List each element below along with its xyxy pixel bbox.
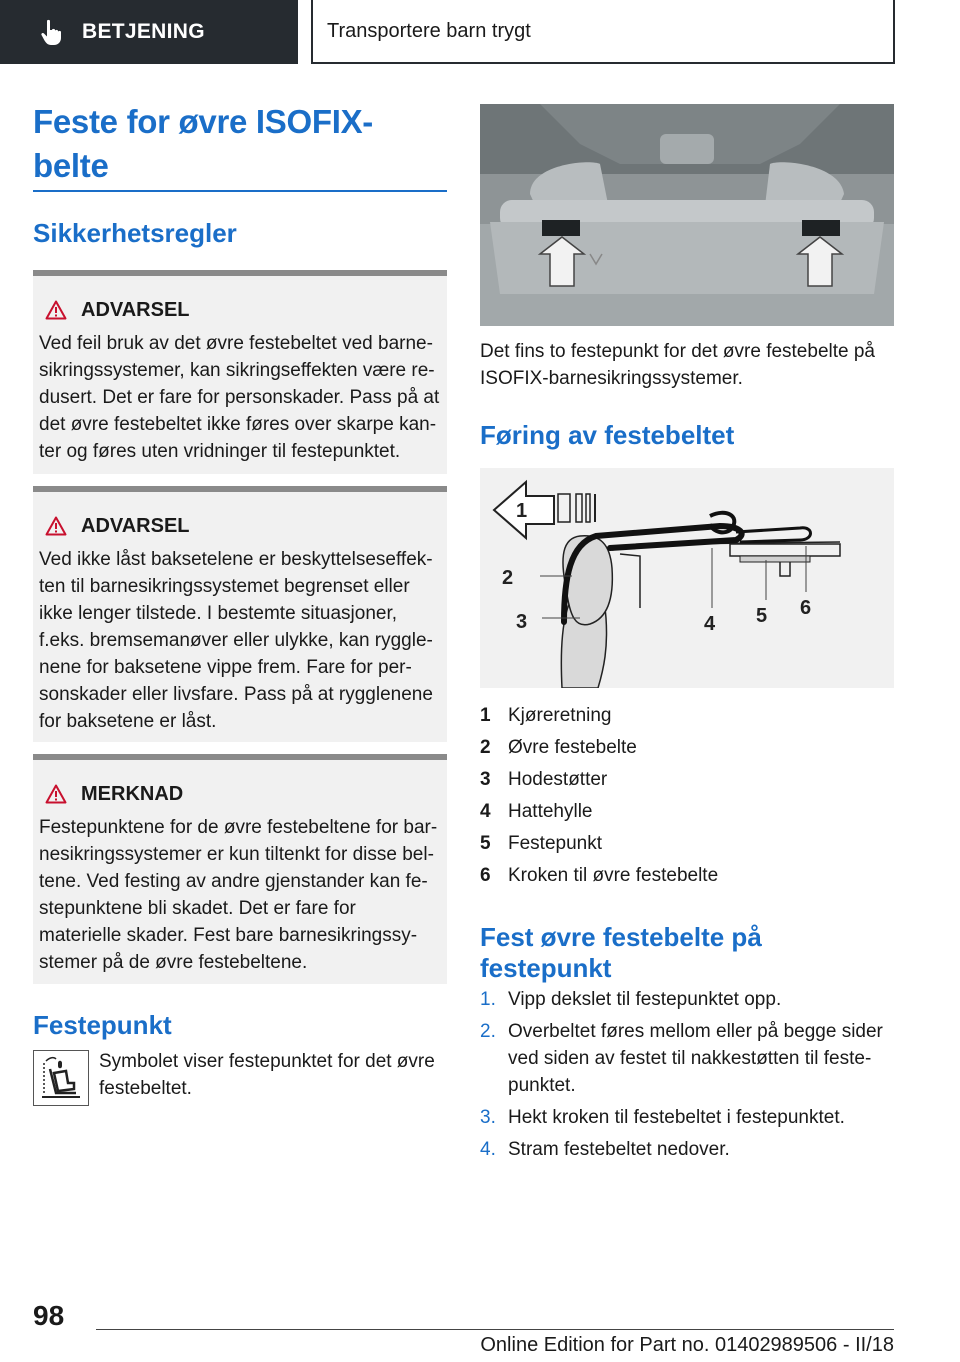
legend-item [480, 828, 894, 860]
festepunkt-row [33, 1048, 447, 1106]
text-line: det øvre festebeltet ikke føres over skarpe kan- [39, 414, 437, 435]
text-line: ter og føres uten vridninger til festepunktet. [39, 441, 401, 462]
legend-number: 5 [480, 833, 491, 854]
strap-routing-diagram [480, 468, 894, 688]
legend-number: 2 [480, 737, 491, 758]
diagram-label-6: 6 [800, 597, 812, 619]
page-number: 98 [33, 1300, 65, 1331]
text-line: Hekt kroken til festebeltet i festepunktet. [508, 1107, 845, 1128]
text-line: ten til barnesikringssystemet begrenset eller [39, 576, 410, 597]
warning-label: ADVARSEL [81, 298, 190, 321]
footer-rule [96, 1329, 894, 1330]
warning-box-2 [33, 486, 447, 742]
text-line: Overbeltet føres mellom eller på begge sider [508, 1021, 883, 1042]
text-line: for baksetene er låst. [39, 711, 217, 732]
legend-number: 3 [480, 769, 491, 790]
legend-item [480, 860, 894, 892]
notice-text [39, 814, 447, 976]
hand-pointer-icon [38, 18, 66, 46]
legend-number: 1 [480, 705, 491, 726]
text-line: tene. Ved festing av andre gjenstander kan fe- [39, 871, 428, 892]
festepunkt-heading: Festepunkt [33, 1010, 172, 1040]
notice-box [33, 754, 447, 984]
legend-number: 6 [480, 865, 491, 886]
diagram-legend [480, 700, 894, 892]
text-line: dusert. Det er fare for personskader. Pass på at [39, 387, 440, 408]
legend-text: Kjøreretning [508, 705, 612, 726]
legend-item [480, 700, 894, 732]
diagram-label-2: 2 [502, 567, 514, 589]
rear-seat-photo [480, 104, 894, 326]
step-item [480, 1018, 894, 1099]
legend-text: Øvre festebelte [508, 737, 637, 758]
text-line: ikke lenger tilstede. I bestemte situasjoner, [39, 603, 398, 624]
section-label: BETJENING [82, 20, 205, 43]
diagram-label-3: 3 [516, 611, 528, 633]
text-line: sikringssystemer, kan sikringseffekten være re- [39, 360, 435, 381]
notice-header [45, 780, 447, 808]
step-item [480, 1104, 894, 1131]
page-title: Feste for øvre ISOFIX-belte [33, 103, 373, 184]
text-line: ved siden av festet til nakkestøtten til feste- [508, 1048, 872, 1069]
topic-title: Transportere barn trygt [311, 0, 895, 64]
diagram-label-4: 4 [704, 613, 716, 635]
text-line: nesikringssystemer er kun tiltenkt for disse bel- [39, 844, 434, 865]
routing-heading: Føring av festebeltet [480, 420, 735, 450]
text-line: punktet. [508, 1075, 576, 1096]
section-tab [0, 0, 298, 64]
text-line: sonskader eller livsfare. Pass på at rygglenene [39, 684, 433, 705]
diagram-label-5: 5 [756, 605, 768, 627]
left-column [33, 100, 447, 1106]
warning-triangle-icon [45, 300, 67, 320]
step-item [480, 1136, 894, 1163]
legend-text: Hattehylle [508, 801, 593, 822]
step-number: 2. [480, 1021, 496, 1042]
legend-item [480, 796, 894, 828]
warning-text [39, 546, 447, 735]
text-line: nene for baksetene vippe frem. Fare for per- [39, 657, 412, 678]
safety-heading: Sikkerhetsregler [33, 218, 237, 248]
notice-label: MERKNAD [81, 782, 184, 805]
text-line: Ved feil bruk av det øvre festebeltet ved barne- [39, 333, 433, 354]
heading-line: festepunkt [480, 953, 612, 983]
legend-text: Kroken til øvre festebelte [508, 865, 719, 886]
step-number: 3. [480, 1107, 496, 1128]
title-rule [33, 190, 447, 192]
text-line: stepunktene bli skadet. Det er fare for [39, 898, 356, 919]
text-line: f.eks. bremsemanøver eller ulykke, kan ryggle- [39, 630, 433, 651]
text-line: festebeltet. [99, 1078, 192, 1099]
fasten-heading [480, 922, 894, 984]
step-number: 4. [480, 1139, 496, 1160]
legend-item [480, 764, 894, 796]
warning-label: ADVARSEL [81, 514, 190, 537]
text-line: Festepunktene for de øvre festebeltene for bar- [39, 817, 438, 838]
text-line: ISOFIX-barnesikringssystemer. [480, 368, 743, 389]
text-line: Ved ikke låst baksetelene er beskyttelseseffek- [39, 549, 433, 570]
step-item [480, 986, 894, 1013]
legend-text: Festepunkt [508, 833, 602, 854]
right-column [480, 104, 894, 1168]
warning-triangle-icon [45, 516, 67, 536]
warning-triangle-icon [45, 784, 67, 804]
heading-line: Fest øvre festebelte på [480, 922, 762, 952]
text-line: Stram festebeltet nedover. [508, 1139, 730, 1160]
warning-header [45, 296, 447, 324]
text-line: Det fins to festepunkt for det øvre festebelte på [480, 341, 875, 362]
text-line: stemer på de øvre festebeltene. [39, 952, 308, 973]
diagram-label-1: 1 [516, 500, 528, 522]
edition-text: Online Edition for Part no. 01402989506 - II/18 [480, 1334, 894, 1356]
legend-item [480, 732, 894, 764]
step-number: 1. [480, 989, 496, 1010]
warning-box-1 [33, 270, 447, 474]
isofix-anchor-icon [33, 1050, 89, 1106]
photo-caption [480, 338, 894, 392]
text-line: materielle skader. Fest bare barnesikringssy- [39, 925, 418, 946]
legend-number: 4 [480, 801, 491, 822]
legend-text: Hodestøtter [508, 769, 608, 790]
warning-text [39, 330, 447, 465]
text-line: Symbolet viser festepunktet for det øvre [99, 1051, 435, 1072]
festepunkt-text [99, 1048, 435, 1106]
fasten-steps [480, 986, 894, 1163]
warning-header [45, 512, 447, 540]
text-line: Vipp dekslet til festepunktet opp. [508, 989, 782, 1010]
